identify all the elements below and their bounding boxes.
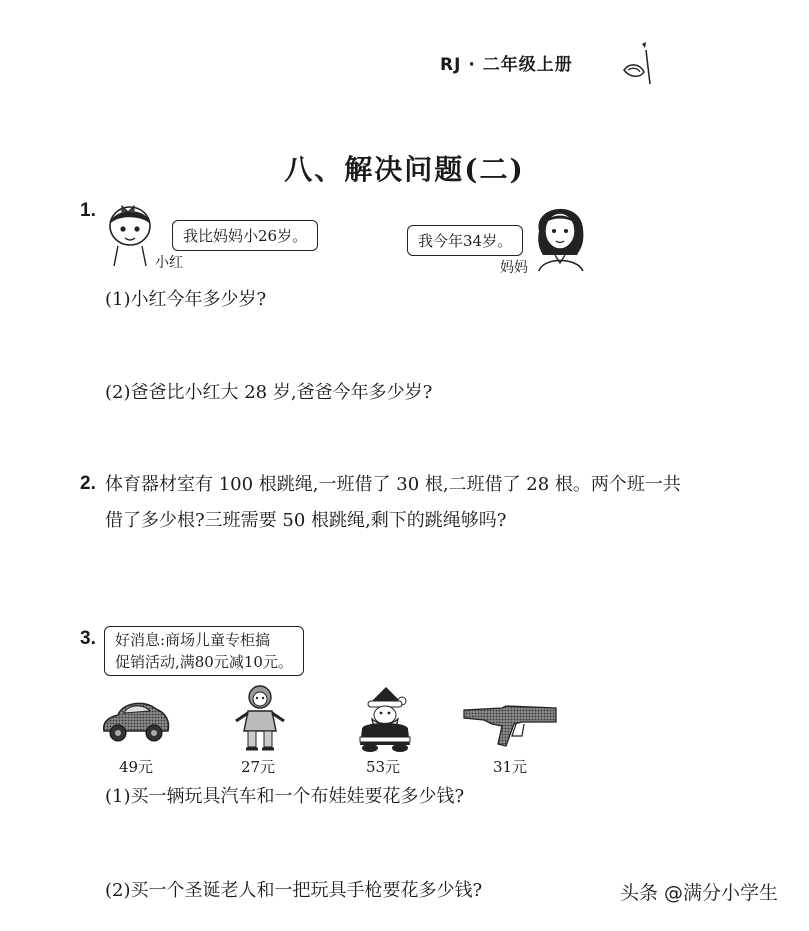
- promotion-notice-line-1: 好消息:商场儿童专柜搞: [115, 631, 271, 649]
- watermark-label: 头条 @满分小学生: [620, 882, 779, 904]
- question-2-text: [105, 467, 681, 539]
- promotion-notice-box: [104, 626, 304, 676]
- question-1-number: 1.: [80, 200, 96, 221]
- girl-name-label: 小红: [155, 255, 183, 271]
- cloth-doll-price: 27元: [240, 758, 276, 776]
- girl-avatar-icon: [100, 200, 162, 268]
- question-3-part-1: (1)买一辆玩具汽车和一个布娃娃要花多少钱?: [105, 786, 465, 807]
- question-2-line-1: 体育器材室有 100 根跳绳,一班借了 30 根,二班借了 28 根。两个班一共: [105, 474, 681, 495]
- girl-speech-bubble: 我比妈妈小26岁。: [172, 220, 318, 251]
- question-2-line-2: 借了多少根?三班需要 50 根跳绳,剩下的跳绳够吗?: [105, 510, 507, 531]
- toy-car-price: 49元: [118, 758, 154, 776]
- mom-name-label: 妈妈: [500, 260, 528, 276]
- question-2-number: 2.: [80, 473, 96, 494]
- toy-gun-price: 31元: [492, 758, 528, 776]
- toy-gun-icon: [462, 700, 558, 750]
- promotion-notice-line-2: 促销活动,满80元减10元。: [115, 653, 293, 671]
- question-3-part-2: (2)买一个圣诞老人和一把玩具手枪要花多少钱?: [105, 880, 483, 901]
- question-3-number: 3.: [80, 628, 96, 649]
- page-title: 八、解决问题(二): [284, 153, 525, 186]
- question-1-part-1: (1)小红今年多少岁?: [105, 289, 267, 310]
- cloth-doll-icon: [232, 683, 288, 753]
- santa-claus-icon: [352, 685, 418, 753]
- question-1-part-2: (2)爸爸比小红大 28 岁,爸爸今年多少岁?: [105, 382, 433, 403]
- mother-avatar-icon: [525, 195, 595, 273]
- toy-car-icon: [100, 695, 172, 747]
- mom-speech-bubble: 我今年34岁。: [407, 225, 523, 256]
- book-header-label: RJ · 二年级上册: [440, 55, 573, 75]
- santa-claus-price: 53元: [365, 758, 401, 776]
- corner-decoration-icon: [616, 40, 656, 86]
